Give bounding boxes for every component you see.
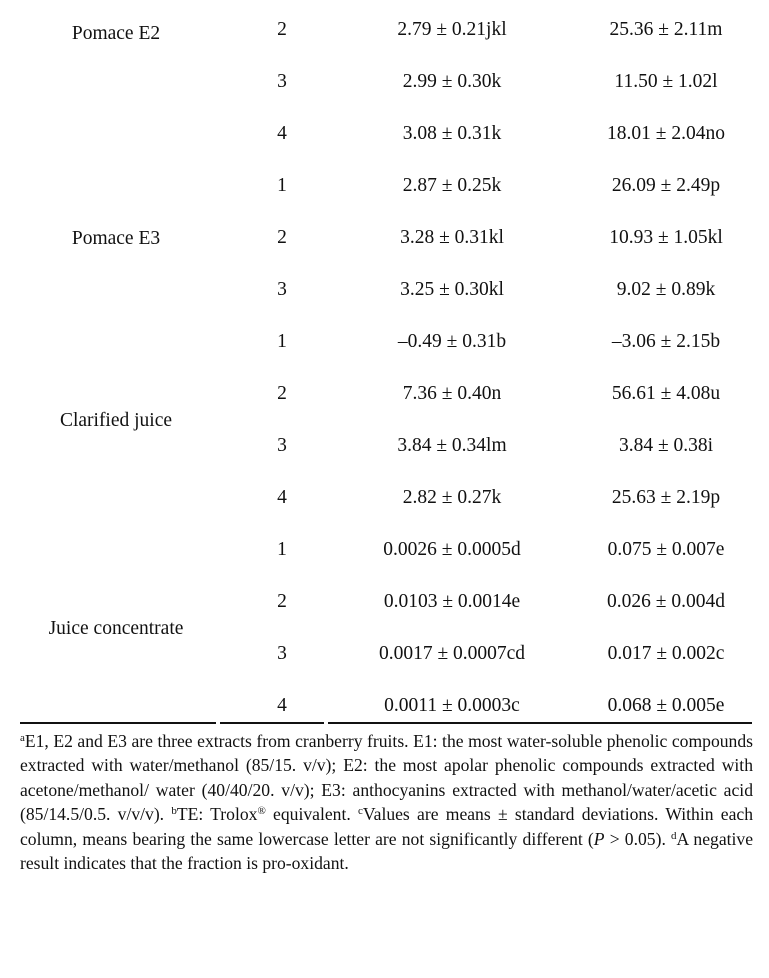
cell-part: 2 (277, 227, 287, 248)
cell-part: 2 (277, 383, 287, 404)
footnote-p-symbol: P (593, 828, 605, 849)
cell-value-2: –3.06 ± 2.15b (611, 331, 721, 352)
cell-value-1: –0.49 ± 0.31b (397, 331, 507, 352)
cell-value-2: 0.068 ± 0.005e (607, 695, 725, 716)
cell-value-2: 9.02 ± 0.89k (616, 279, 716, 300)
cell-value-1: 2.87 ± 0.25k (402, 175, 502, 196)
footnote-marker-d: d (671, 829, 677, 842)
cell-part: 3 (277, 435, 287, 456)
cell-part: 2 (277, 591, 287, 612)
footnote-marker-b: b (171, 805, 177, 818)
footnote-text: A negative result indicates that the fraction is pro-oxidant. (20, 828, 754, 874)
table-row (0, 160, 769, 212)
cell-part: 2 (277, 19, 287, 40)
group-label: Pomace E2 (71, 22, 161, 44)
registered-mark: ® (257, 805, 266, 818)
cell-part: 1 (277, 331, 287, 352)
cell-value-2: 10.93 ± 1.05kl (609, 227, 723, 248)
cell-value-2: 3.84 ± 0.38i (618, 435, 714, 456)
cell-value-2: 0.017 ± 0.002c (607, 643, 725, 664)
table-row (0, 108, 769, 160)
table-row (0, 56, 769, 108)
footnote-marker-c: c (357, 805, 363, 818)
cell-value-1: 0.0026 ± 0.0005d (383, 539, 521, 560)
cell-part: 3 (277, 71, 287, 92)
cell-value-1: 0.0017 ± 0.0007cd (378, 643, 526, 664)
table-bottom-rule-part-col (220, 722, 324, 724)
cell-value-2: 25.36 ± 2.11m (609, 19, 723, 40)
cell-value-1: 3.28 ± 0.31kl (400, 227, 504, 248)
footnote-text: > 0.05). (604, 828, 672, 849)
footnote-text: E1, E2 and E3 are three extracts from cranberry fruits. E1: the most water-soluble phenolic compounds extracted with water/methanol (85/15. v/v); E2: the most apolar phenolic compounds extracted with acetone/methanol/ water (40/40/20. v/v); E3: anthocyanins extracted with methanol/water/acetic acid (85/14.5/0.5. v/v/v). (20, 731, 753, 825)
cell-value-1: 0.0103 ± 0.0014e (383, 591, 521, 612)
cell-value-2: 26.09 ± 2.49p (611, 175, 721, 196)
cell-part: 3 (277, 279, 287, 300)
cell-value-1: 3.08 ± 0.31k (402, 123, 502, 144)
cell-part: 1 (277, 175, 287, 196)
cell-value-2: 0.026 ± 0.004d (607, 591, 725, 612)
cell-part: 4 (277, 123, 287, 144)
cell-value-2: 11.50 ± 1.02l (614, 71, 718, 92)
footnote-marker-a: a (20, 732, 25, 744)
group-label: Juice concentrate (48, 618, 184, 639)
cell-value-1: 2.79 ± 0.21jkl (397, 19, 507, 40)
footnote-text: Values are means ± standard deviations. Within each column, means bearing the same lowercase letter are not significantly different ( (20, 804, 754, 849)
footnote-text: equivalent. (265, 804, 358, 825)
cell-value-1: 3.84 ± 0.34lm (397, 435, 507, 456)
table-bottom-rule-label-col (20, 722, 216, 724)
cell-value-2: 56.61 ± 4.08u (611, 383, 721, 404)
table-row (0, 316, 769, 368)
cell-part: 4 (277, 695, 287, 716)
cell-value-1: 0.0011 ± 0.0003c (384, 695, 520, 716)
cell-value-2: 25.63 ± 2.19p (611, 487, 721, 508)
cell-part: 1 (277, 539, 287, 560)
cell-part: 4 (277, 487, 287, 508)
cell-value-1: 3.25 ± 0.30kl (400, 279, 504, 300)
cell-part: 3 (277, 643, 287, 664)
table-row (0, 472, 769, 524)
group-label: Clarified juice (59, 410, 173, 431)
cell-value-1: 2.82 ± 0.27k (402, 487, 502, 508)
table-bottom-rule-value-cols (328, 722, 752, 724)
table-row (0, 680, 769, 732)
table-row (0, 264, 769, 316)
cell-value-2: 0.075 ± 0.007e (607, 539, 725, 560)
table-footnote (20, 729, 753, 875)
cell-value-1: 7.36 ± 0.40n (402, 383, 502, 404)
footnote-text: TE: Trolox (176, 804, 258, 825)
group-label: Pomace E3 (71, 228, 161, 249)
cell-value-1: 2.99 ± 0.30k (402, 71, 502, 92)
cell-value-2: 18.01 ± 2.04no (607, 123, 725, 144)
table-row (0, 524, 769, 576)
